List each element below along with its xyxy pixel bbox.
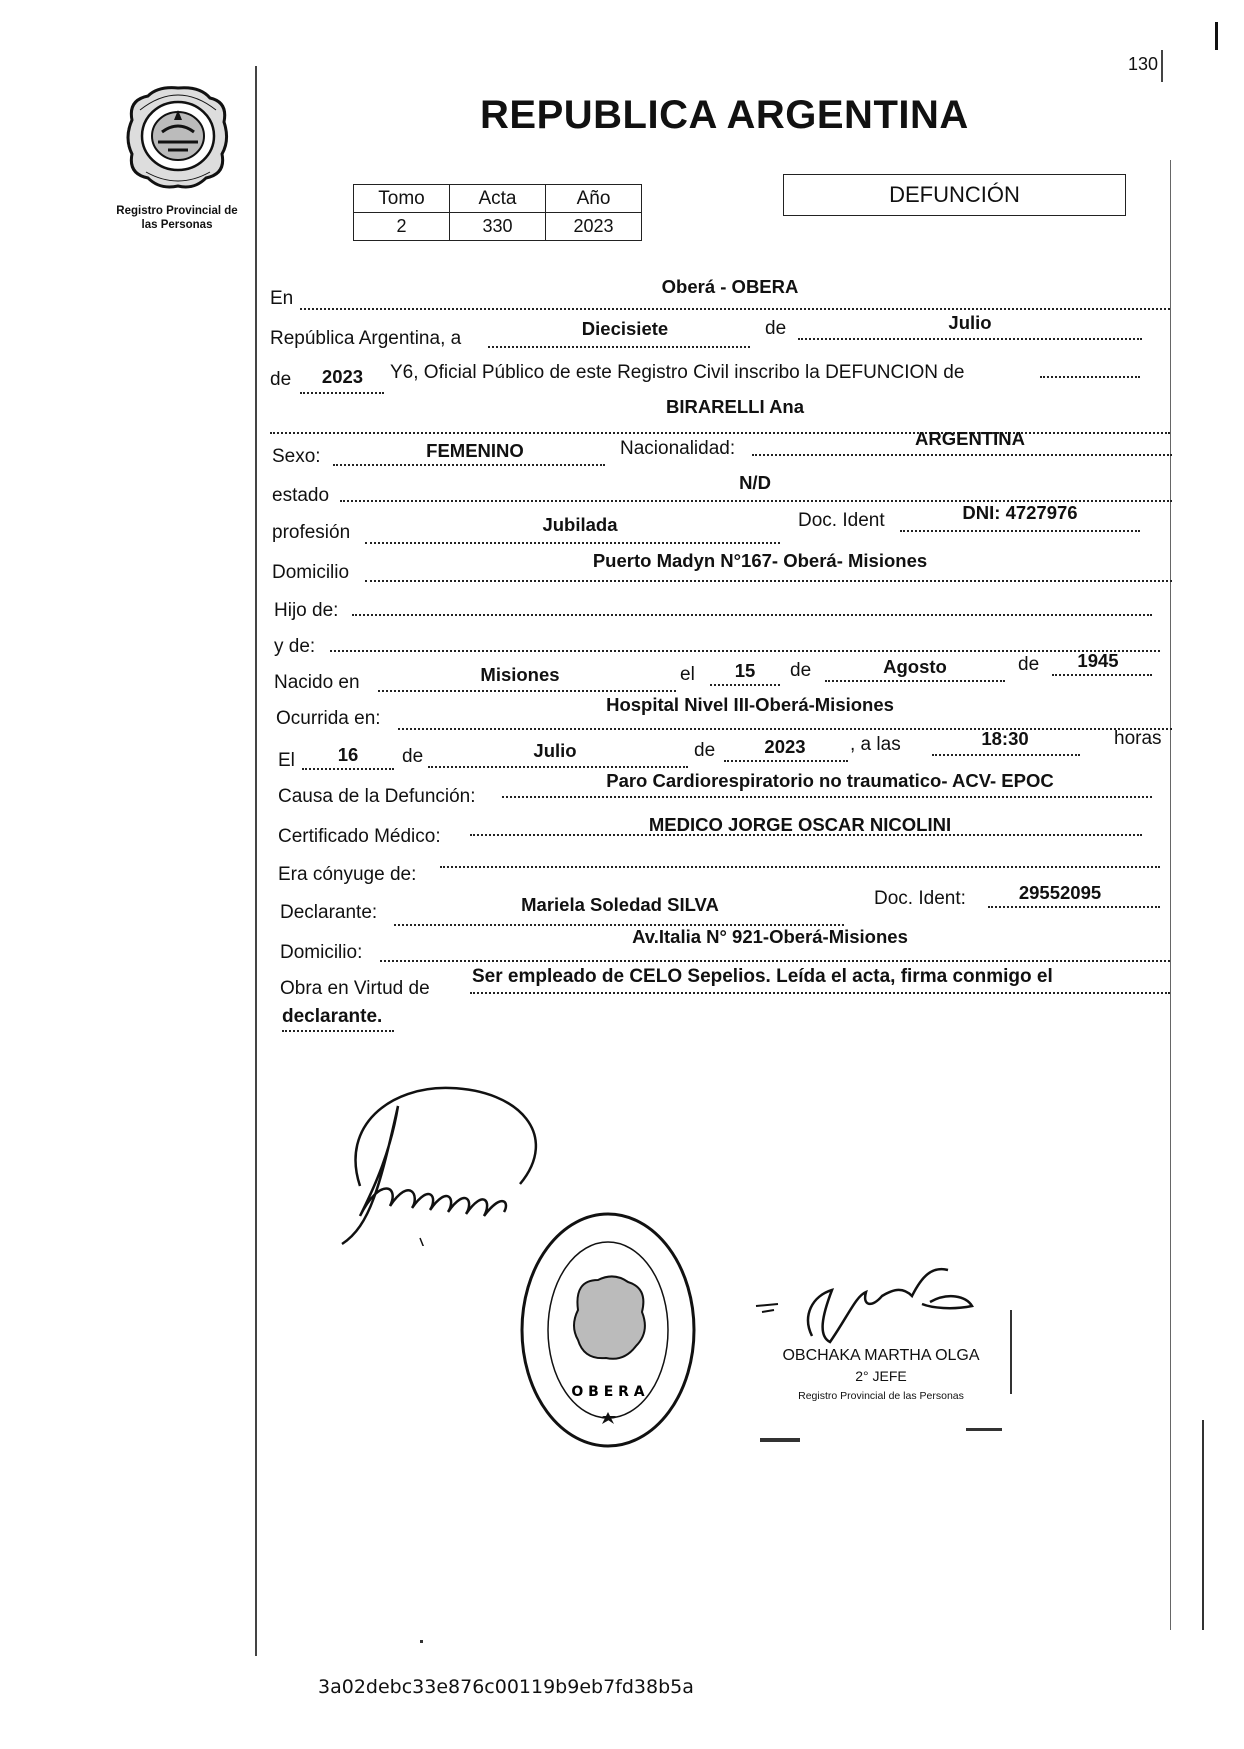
- sexo-label: Sexo:: [272, 446, 321, 467]
- def-dia-value: 16: [337, 744, 359, 765]
- a-las-label: , a las: [850, 734, 901, 755]
- anio-value: 2023: [546, 213, 642, 241]
- nac-anio-value: 1945: [1077, 650, 1119, 671]
- right-margin-rule: [1202, 1420, 1204, 1630]
- horas-label: horas: [1114, 728, 1162, 749]
- mark-stroke: [760, 1438, 800, 1442]
- el-label: El: [278, 750, 295, 771]
- dotted-line: [380, 960, 1170, 962]
- dotted-line: [300, 392, 384, 394]
- def-mes-value: Julio: [533, 740, 577, 761]
- dia-value: Diecisiete: [581, 318, 669, 339]
- dotted-line: [352, 614, 1152, 616]
- anio-value: 2023: [321, 366, 364, 387]
- mark-stroke: [966, 1428, 1002, 1431]
- decl-doc-value: 29552095: [1018, 882, 1102, 903]
- mark-stroke: [1010, 1310, 1012, 1394]
- dotted-line: [365, 580, 1172, 582]
- lugar-value: Oberá - OBERA: [661, 276, 799, 297]
- nacido-label: Nacido en: [274, 672, 360, 693]
- record-table: [353, 184, 642, 241]
- page-edge-mark: [1215, 22, 1218, 50]
- nombre-value: BIRARELLI Ana: [665, 396, 805, 417]
- page-number: 130: [1128, 54, 1159, 74]
- registry-caption-line: Registro Provincial de: [116, 205, 238, 217]
- official-office: Registro Provincial de las Personas: [798, 1390, 964, 1402]
- tomo-value: 2: [354, 213, 450, 241]
- dotted-line: [302, 768, 394, 770]
- estado-label: estado: [272, 485, 330, 506]
- domicilio2-value: Av.Italia N° 921-Oberá-Misiones: [632, 926, 908, 947]
- certificado-value: MEDICO JORGE OSCAR NICOLINI: [648, 814, 952, 835]
- nacido-en-value: Misiones: [480, 664, 560, 685]
- de-label: de: [402, 746, 424, 767]
- official-block: [766, 1346, 996, 1406]
- nac-mes-value: Agosto: [883, 656, 947, 677]
- ocurrida-label: Ocurrida en:: [276, 708, 381, 729]
- nacionalidad-label: Nacionalidad:: [620, 438, 736, 459]
- en-label: En: [270, 288, 294, 309]
- republica-label: República Argentina, a: [270, 328, 462, 349]
- hijo-label: Hijo de:: [274, 600, 339, 621]
- doc-value: DNI: 4727976: [962, 502, 1078, 523]
- obra-label: Obra en Virtud de: [280, 978, 430, 999]
- speck: [420, 1640, 423, 1643]
- dotted-line: [1040, 376, 1140, 378]
- causa-label: Causa de la Defunción:: [278, 786, 476, 807]
- profesion-value: Jubilada: [542, 514, 618, 535]
- nacionalidad-value: ARGENTINA: [915, 428, 1025, 449]
- el-label: el: [680, 664, 695, 685]
- dotted-line: [365, 542, 780, 544]
- dotted-line: [710, 684, 780, 686]
- record-type-box: DEFUNCIÓN: [783, 174, 1126, 216]
- yo-text: Y6, Oficial Público de este Registro Civil inscribo la DEFUNCION de: [390, 362, 965, 383]
- y-de-label: y de:: [274, 636, 316, 657]
- declarante-label: Declarante:: [280, 902, 378, 923]
- province-logo: [118, 80, 238, 192]
- domicilio-label: Domicilio: [272, 562, 350, 583]
- estado-value: N/D: [739, 472, 771, 493]
- dotted-line: [825, 680, 1005, 682]
- obra-value-1: Ser empleado de CELO Sepelios. Leída el acta, firma conmigo el: [472, 966, 1053, 987]
- dotted-line: [330, 650, 1160, 652]
- dotted-line: [333, 464, 605, 466]
- official-role: 2° JEFE: [855, 1368, 907, 1384]
- de-label: de: [790, 660, 812, 681]
- dotted-line: [724, 760, 848, 762]
- left-margin-rule: [255, 66, 257, 1656]
- de-label: de: [694, 740, 716, 761]
- dotted-line: [470, 992, 1170, 994]
- official-signature: [752, 1256, 992, 1356]
- domicilio-value: Puerto Madyn N°167- Oberá- Misiones: [592, 550, 928, 571]
- profesion-label: profesión: [272, 522, 351, 543]
- def-anio-value: 2023: [764, 736, 806, 757]
- doc-label: Doc. Ident: [798, 510, 885, 531]
- dotted-line: [900, 530, 1140, 532]
- dotted-line: [798, 338, 1142, 340]
- de-label: de: [765, 318, 787, 339]
- dotted-line: [502, 796, 1152, 798]
- de-label: de: [1018, 654, 1040, 675]
- domicilio2-label: Domicilio:: [280, 942, 363, 963]
- ocurrida-value: Hospital Nivel III-Oberá-Misiones: [606, 694, 894, 715]
- conyuge-label: Era cónyuge de:: [278, 864, 417, 885]
- dotted-line: [428, 766, 688, 768]
- registry-caption-line: las Personas: [141, 219, 213, 231]
- dotted-line: [488, 346, 750, 348]
- dotted-line: [282, 1030, 394, 1032]
- certificado-label: Certificado Médico:: [278, 826, 441, 847]
- decl-doc-label: Doc. Ident:: [874, 888, 966, 909]
- dotted-line: [440, 866, 1160, 868]
- hora-value: 18:30: [981, 728, 1029, 749]
- tomo-header: Tomo: [354, 185, 450, 213]
- official-name: OBCHAKA MARTHA OLGA: [782, 1347, 980, 1364]
- sexo-value: FEMENINO: [426, 440, 524, 461]
- registry-seal: [518, 1210, 698, 1450]
- mes-value: Julio: [948, 312, 992, 333]
- svg-text:O B E R A: O B E R A: [571, 1384, 645, 1400]
- acta-header: Acta: [450, 185, 546, 213]
- dotted-line: [932, 754, 1080, 756]
- right-margin-rule: [1170, 160, 1171, 1630]
- declarante-value: Mariela Soledad SILVA: [521, 894, 719, 915]
- document-hash: 3a02debc33e876c00119b9eb7fd38b5a: [318, 1676, 694, 1698]
- dotted-line: [988, 906, 1160, 908]
- right-margin-rule: [1161, 50, 1163, 82]
- dotted-line: [752, 454, 1172, 456]
- dotted-line: [300, 308, 1170, 310]
- page-title: REPUBLICA ARGENTINA: [480, 93, 969, 137]
- dotted-line: [1052, 674, 1152, 676]
- anio-header: Año: [546, 185, 642, 213]
- de-label: de: [270, 369, 292, 390]
- acta-value: 330: [450, 213, 546, 241]
- obra-value-2: declarante.: [282, 1006, 383, 1027]
- nac-dia-value: 15: [734, 660, 756, 681]
- registry-caption: [92, 204, 262, 232]
- causa-value: Paro Cardiorespiratorio no traumatico- ACV- EPOC: [606, 770, 1054, 791]
- dotted-line: [378, 690, 676, 692]
